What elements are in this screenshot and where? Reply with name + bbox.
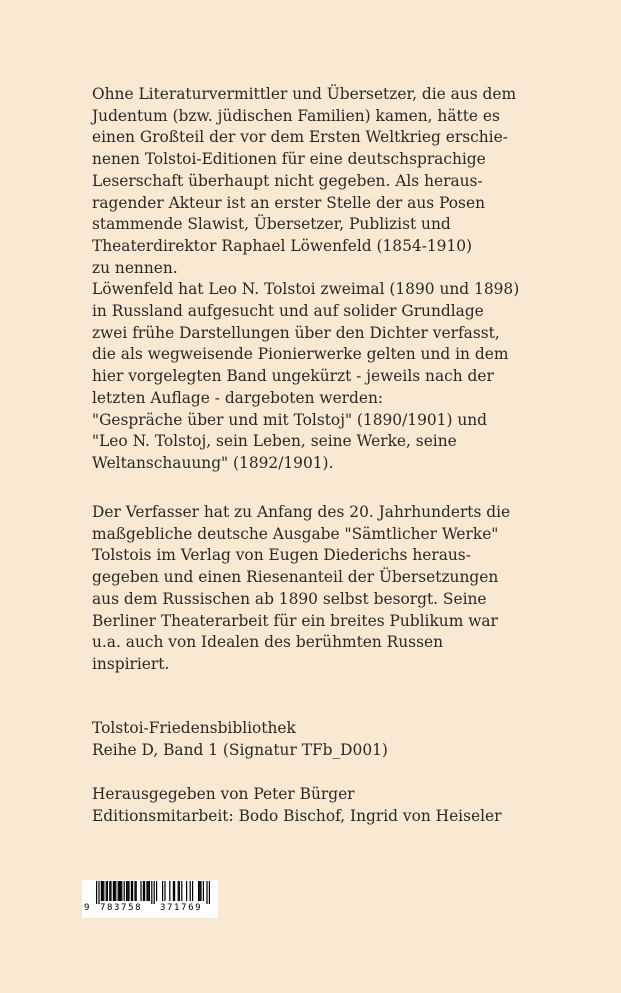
barcode-bar — [115, 881, 116, 901]
barcode-bar — [174, 881, 175, 901]
barcode-bar — [198, 881, 199, 901]
text-line: die als wegweisende Pionierwerke gelten und in dem — [92, 345, 509, 364]
text-line: Weltanschauung" (1892/1901). — [92, 453, 334, 472]
series-volume: Reihe D, Band 1 (Signatur TFb_D001) — [92, 740, 388, 759]
barcode-bar — [113, 881, 114, 901]
text-line: ragender Akteur ist an erster Stelle der aus Posen — [92, 193, 485, 212]
editor-credit: Herausgegeben von Peter Bürger — [92, 785, 355, 803]
series-info — [92, 718, 562, 761]
barcode-bar — [127, 881, 128, 901]
text-line: "Leo N. Tolstoj, sein Leben, seine Werke, seine — [92, 432, 457, 451]
text-line: stammende Slawist, Übersetzer, Publizist und — [92, 215, 451, 234]
barcode-bar — [169, 881, 170, 901]
text-line: Löwenfeld hat Leo N. Tolstoi zweimal (1890 und 1898) — [92, 280, 520, 299]
text-line: letzten Auflage - dargeboten werden: — [92, 388, 384, 407]
barcode-bar — [121, 881, 122, 901]
barcode-bar — [209, 881, 210, 904]
barcode-bar — [109, 881, 110, 901]
text-line: Berliner Theaterarbeit für ein breites Publikum war — [92, 611, 498, 630]
barcode-bar — [148, 881, 149, 901]
credits-info — [92, 784, 562, 827]
barcode-bar — [134, 881, 135, 901]
text-line: gegeben und einen Riesenanteil der Übersetzungen — [92, 568, 499, 587]
barcode-bar — [103, 881, 104, 901]
barcode-bar — [143, 881, 144, 901]
barcode-bar — [178, 881, 179, 901]
barcode-bar — [192, 881, 193, 901]
barcode-bar — [106, 881, 107, 901]
barcode-bar — [96, 881, 97, 904]
barcode-bar — [110, 881, 111, 901]
barcode-bar — [181, 881, 182, 901]
barcode-right-digits: 371769 — [160, 903, 203, 913]
barcode-left-digits: 783758 — [100, 903, 143, 913]
text-line: Theaterdirektor Raphael Löwenfeld (1854-1910) — [92, 236, 473, 255]
barcode-bar — [128, 881, 129, 901]
barcode-bar — [144, 881, 145, 901]
barcode-bar — [126, 881, 127, 901]
text-line: hier vorgelegten Band ungekürzt - jeweils nach der — [92, 367, 494, 386]
barcode-bar — [107, 881, 108, 901]
barcode-bar — [131, 881, 132, 901]
barcode-bar — [132, 881, 133, 901]
barcode-bar — [146, 881, 147, 901]
isbn-barcode — [82, 880, 218, 918]
collaboration-credit: Editionsmitarbeit: Bodo Bischof, Ingrid von Heiseler — [92, 806, 502, 825]
barcode-bar — [136, 881, 137, 901]
barcode-bar — [101, 881, 102, 901]
text-line: "Gespräche über und mit Tolstoj" (1890/1901) und — [92, 410, 488, 429]
barcode-bar — [114, 881, 115, 901]
barcode-bars — [82, 880, 218, 904]
barcode-bar — [118, 881, 119, 901]
barcode-bar — [120, 881, 121, 901]
series-name: Tolstoi-Friedensbibliothek — [92, 719, 296, 737]
barcode-bar — [149, 881, 150, 901]
text-line: u.a. auch von Idealen des berühmten Russen — [92, 633, 443, 652]
text-line: zu nennen. — [92, 258, 178, 277]
barcode-first-digit: 9 — [84, 903, 92, 913]
text-line: in Russland aufgesucht und auf solider Grundlage — [92, 302, 484, 321]
barcode-bar — [124, 881, 125, 901]
barcode-bar — [102, 881, 103, 901]
text-line: Leserschaft überhaupt nicht gegeben. Als heraus- — [92, 171, 483, 190]
author-paragraph — [92, 502, 562, 676]
text-line: inspiriert. — [92, 654, 170, 673]
text-line: Judentum (bzw. jüdischen Familien) kamen, hätte es — [92, 106, 500, 125]
text-line: Tolstois im Verlag von Eugen Diederichs heraus- — [92, 546, 471, 565]
text-line: zwei frühe Darstellungen über den Dichter verfasst, — [92, 323, 500, 342]
text-line: Ohne Literaturvermittler und Übersetzer, die aus dem — [92, 85, 517, 103]
barcode-bar — [164, 881, 165, 901]
barcode-bar — [151, 881, 152, 904]
barcode-bar — [173, 881, 174, 901]
text-line: nenen Tolstoi-Editionen für eine deutschsprachige — [92, 150, 486, 169]
barcode-bar — [186, 881, 187, 901]
barcode-bar — [203, 881, 204, 901]
barcode-bar — [98, 881, 99, 904]
barcode-bar — [190, 881, 191, 901]
barcode-bar — [154, 881, 155, 904]
barcode-bar — [206, 881, 207, 904]
text-line: Der Verfasser hat zu Anfang des 20. Jahrhunderts die — [92, 503, 511, 521]
barcode-bar — [200, 881, 201, 901]
barcode-bar — [199, 881, 200, 901]
text-line: einen Großteil der vor dem Ersten Weltkrieg erschie- — [92, 128, 508, 147]
barcode-bar — [156, 881, 157, 901]
text-line: maßgebliche deutsche Ausgabe "Sämtlicher Werke" — [92, 524, 499, 543]
text-line: aus dem Russischen ab 1890 selbst besorgt. Seine — [92, 589, 487, 608]
barcode-bar — [162, 881, 163, 901]
description-paragraph — [92, 84, 562, 475]
barcode-bar — [179, 881, 180, 901]
barcode-bar — [119, 881, 120, 901]
barcode-bar — [140, 881, 141, 901]
